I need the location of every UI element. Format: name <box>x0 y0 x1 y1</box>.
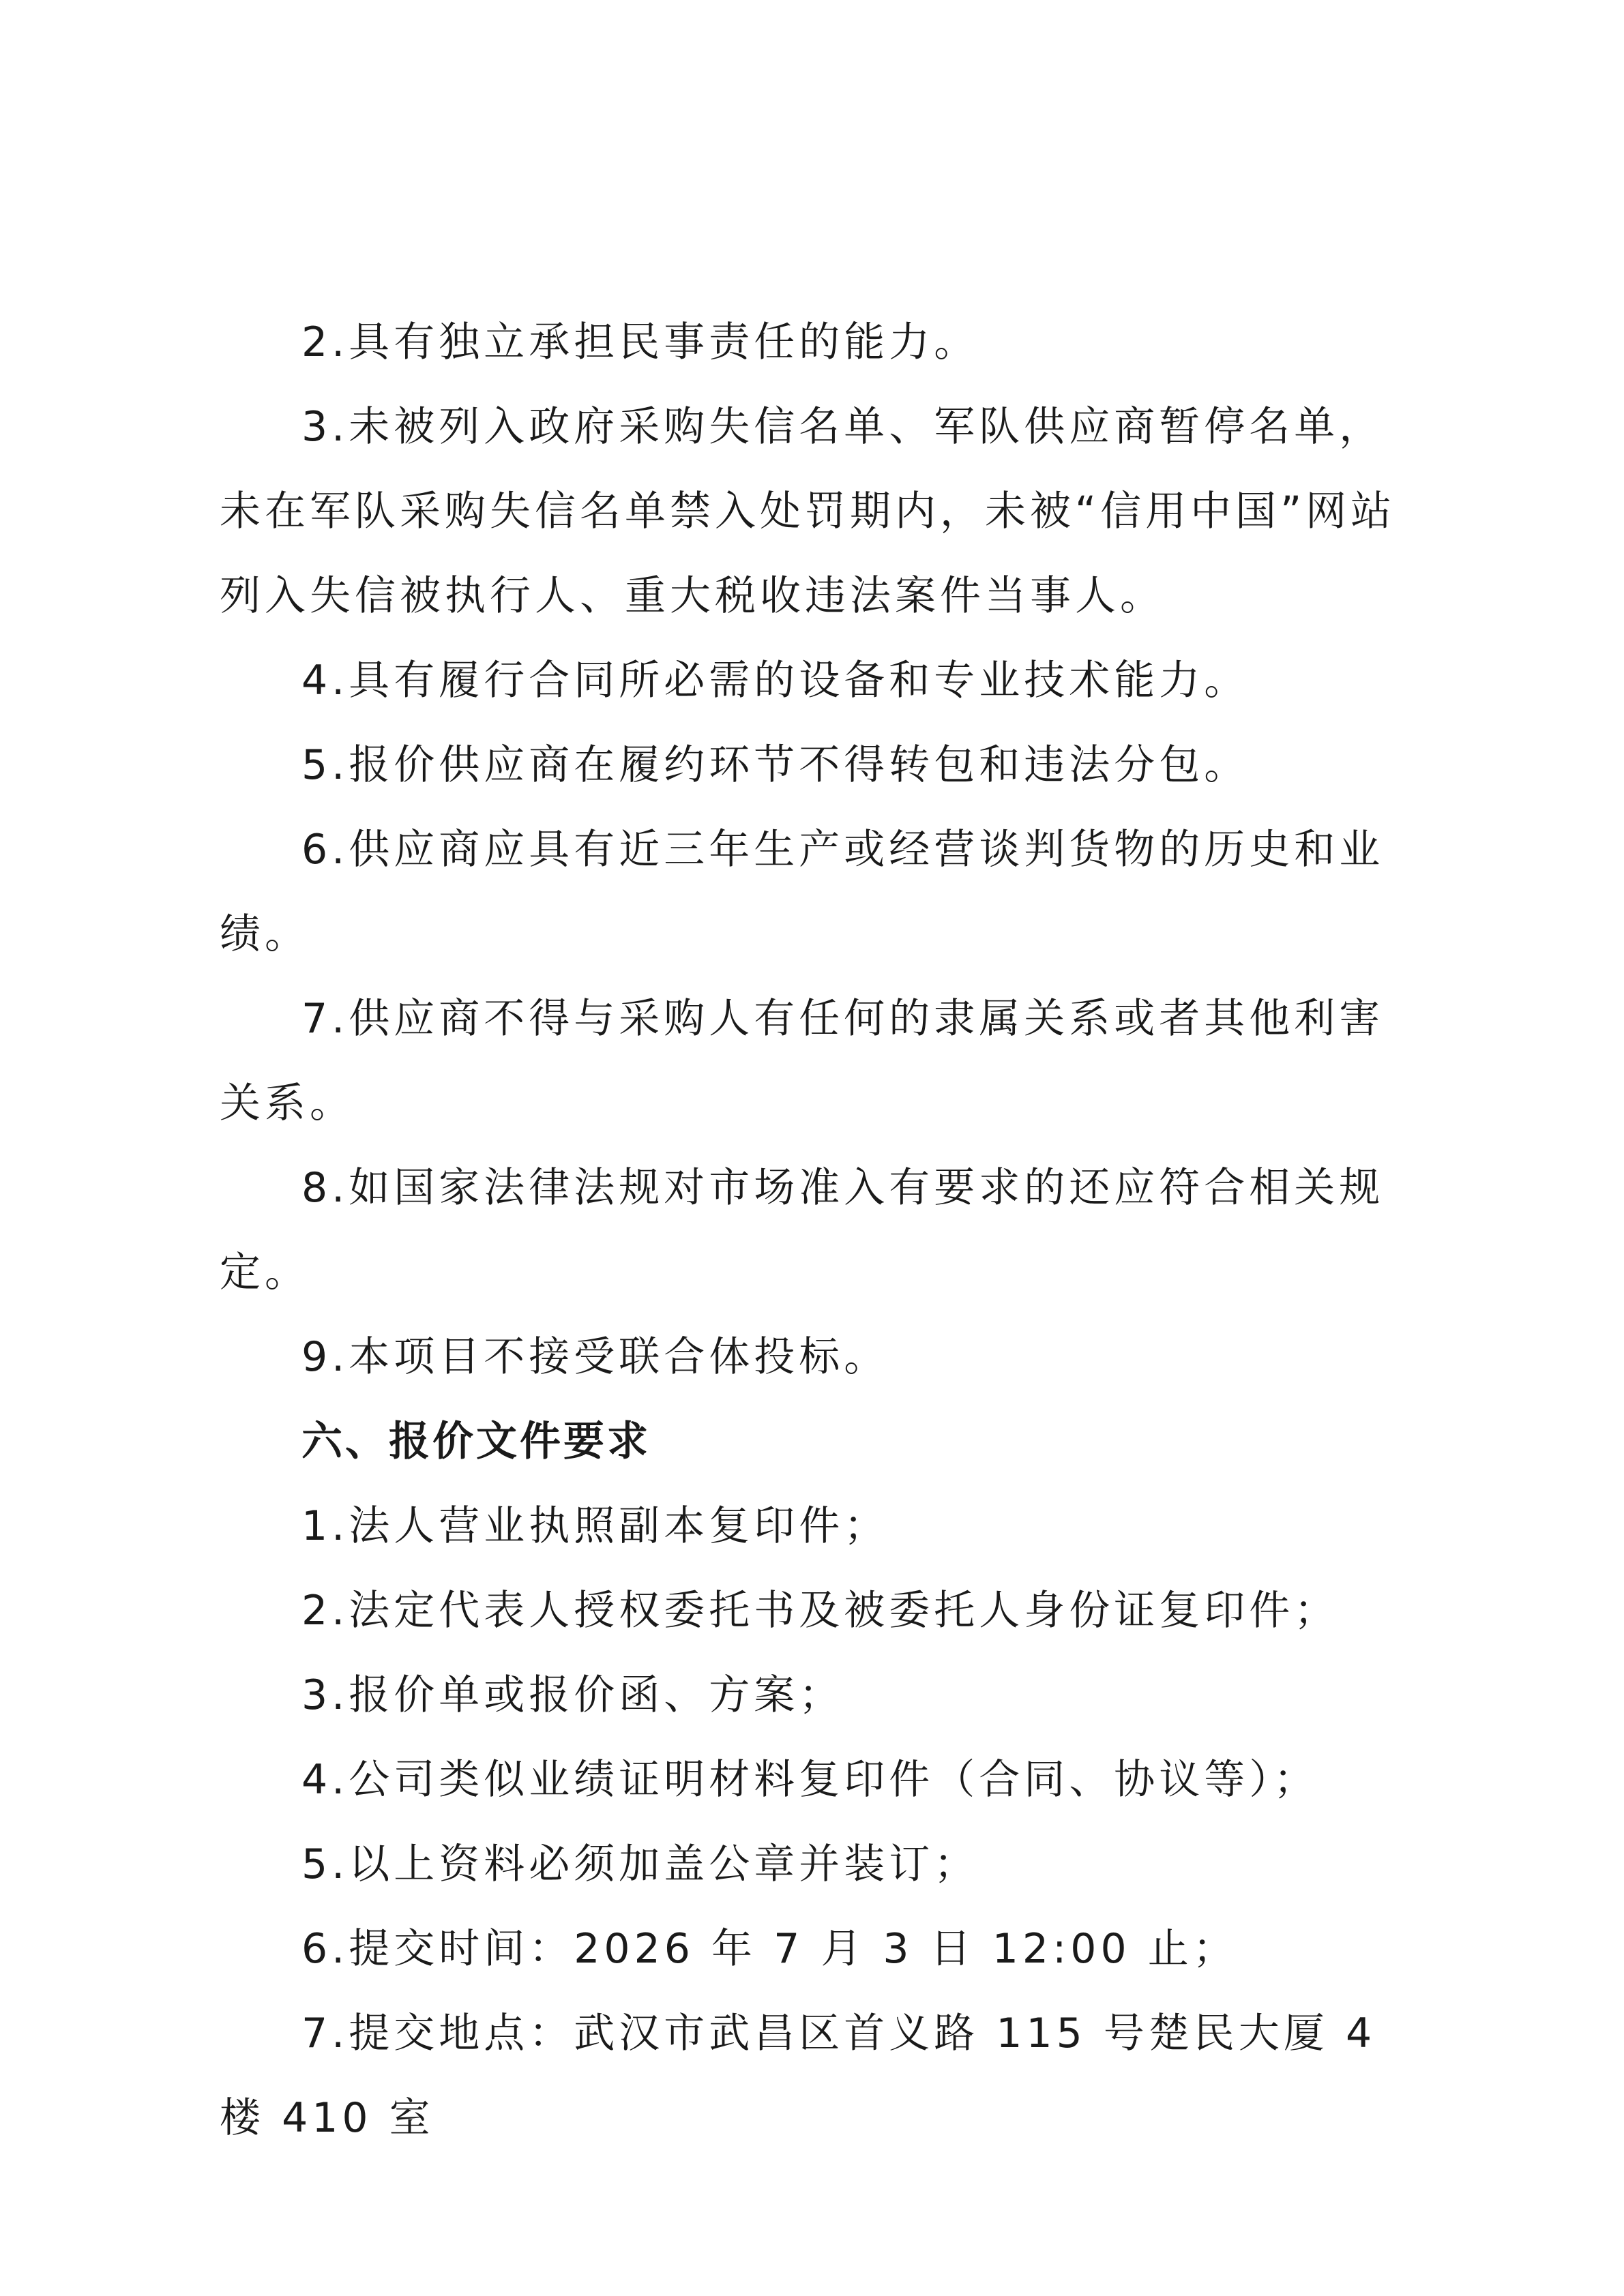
requirement-item-1: 1.法人营业执照副本复印件； <box>301 1502 889 1550</box>
requirement-item-7: 7.提交地点：武汉市武昌区首义路 115 号楚民大厦 4 楼 410 室 <box>220 2010 1376 2142</box>
qualification-item-6: 6.供应商应具有近三年生产或经营谈判货物的历史和业绩。 <box>220 826 1385 958</box>
qualification-item-3: 3.未被列入政府采购失信名单、军队供应商暂停名单，未在军队采购失信名单禁入处罚期内，未被“信用中国”网站列入失信被执行人、重大税收违法案件当事人。 <box>220 403 1396 620</box>
qualification-item-5: 5.报价供应商在履约环节不得转包和违法分包。 <box>301 741 1250 789</box>
requirement-item-4: 4.公司类似业绩证明材料复印件（合同、协议等）； <box>301 1756 1319 1804</box>
section-heading: 六、报价文件要求 <box>301 1418 651 1465</box>
requirement-item-3: 3.报价单或报价函、方案； <box>301 1671 844 1719</box>
requirement-item-2: 2.法定代表人授权委托书及被委托人身份证复印件； <box>301 1587 1340 1635</box>
qualification-item-7: 7.供应商不得与采购人有任何的隶属关系或者其他利害关系。 <box>220 995 1385 1127</box>
qualification-item-4: 4.具有履行合同所必需的设备和专业技术能力。 <box>301 657 1250 704</box>
qualification-item-9: 9.本项目不接受联合体投标。 <box>301 1333 889 1381</box>
qualification-item-2: 2.具有独立承担民事责任的能力。 <box>301 318 979 366</box>
document-body <box>220 300 1423 2160</box>
qualification-item-8: 8.如国家法律法规对市场准入有要求的还应符合相关规定。 <box>220 1164 1385 1296</box>
requirement-item-6: 6.提交时间：2026 年 7 月 3 日 12:00 止； <box>301 1925 1238 1973</box>
requirement-item-5: 5.以上资料必须加盖公章并装订； <box>301 1840 979 1888</box>
